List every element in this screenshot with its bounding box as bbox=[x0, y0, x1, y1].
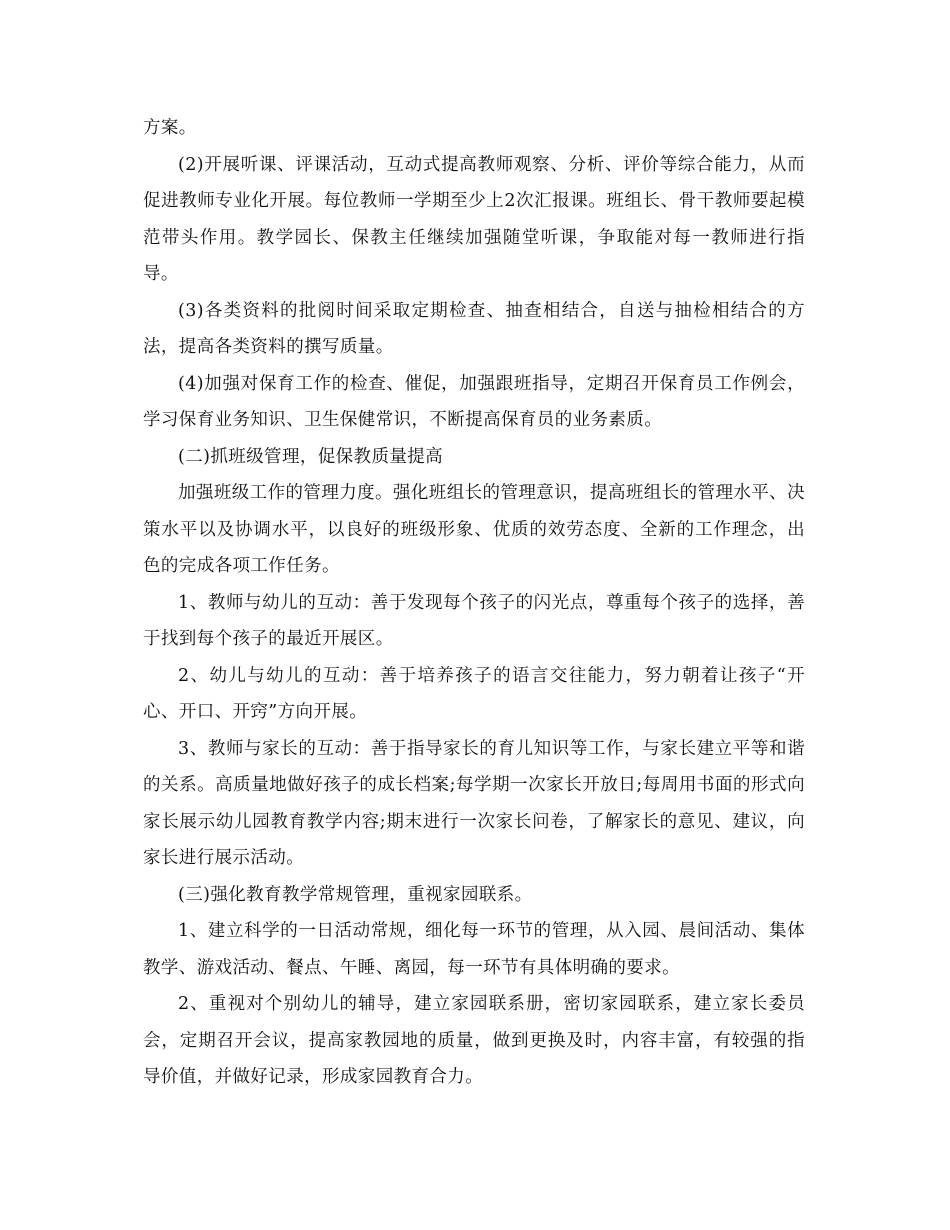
paragraph-item-4: (4)加强对保育工作的检查、催促，加强跟班指导，定期召开保育员工作例会，学习保育业务知识、卫生保健常识，不断提高保育员的业务素质。 bbox=[143, 373, 805, 430]
paragraph-daily-routine: 1、建立科学的一日活动常规，细化每一环节的管理，从入园、晨间活动、集体教学、游戏活动、餐点、午睡、离园，每一环节有具体明确的要求。 bbox=[143, 921, 805, 978]
paragraph-item-3: (3)各类资料的批阅时间采取定期检查、抽查相结合，自送与抽检相结合的方法，提高各类资料的撰写质量。 bbox=[143, 300, 805, 357]
document-body bbox=[143, 110, 805, 1096]
paragraph-teacher-parent: 3、教师与家长的互动：善于指导家长的育儿知识等工作，与家长建立平等和谐的关系。高质量地做好孩子的成长档案;每学期一次家长开放日;每周用书面的形式向家长展示幼儿园教育教学内容;期末进行一次家长问卷，了解家长的意见、建议，向家长进行展示活动。 bbox=[143, 738, 805, 868]
section-heading-3: (三)强化教育教学常规管理，重视家园联系。 bbox=[178, 884, 533, 905]
paragraph-item-2: (2)开展听课、评课活动，互动式提高教师观察、分析、评价等综合能力，从而促进教师专业化开展。每位教师一学期至少上2次汇报课。班组长、骨干教师要起模范带头作用。教学园长、保教主任继续加强随堂听课，争取能对每一教师进行指导。 bbox=[143, 154, 805, 284]
paragraph-continuation: 方案。 bbox=[143, 118, 197, 138]
paragraph-class-management: 加强班级工作的管理力度。强化班组长的管理意识，提高班组长的管理水平、决策水平以及协调水平，以良好的班级形象、优质的效劳态度、全新的工作理念，出色的完成各项工作任务。 bbox=[143, 483, 805, 576]
paragraph-teacher-child: 1、教师与幼儿的互动：善于发现每个孩子的闪光点，尊重每个孩子的选择，善于找到每个孩子的最近开展区。 bbox=[143, 592, 805, 649]
paragraph-home-school: 2、重视对个别幼儿的辅导，建立家园联系册，密切家园联系，建立家长委员会，定期召开会议，提高家教园地的质量，做到更换及时，内容丰富，有较强的指导价值，并做好记录，形成家园教育合力。 bbox=[143, 994, 805, 1087]
paragraph-child-child: 2、幼儿与幼儿的互动：善于培养孩子的语言交往能力，努力朝着让孩子“开心、开口、开窍”方向开展。 bbox=[143, 665, 805, 722]
section-heading-2: (二)抓班级管理，促保教质量提高 bbox=[178, 446, 444, 467]
